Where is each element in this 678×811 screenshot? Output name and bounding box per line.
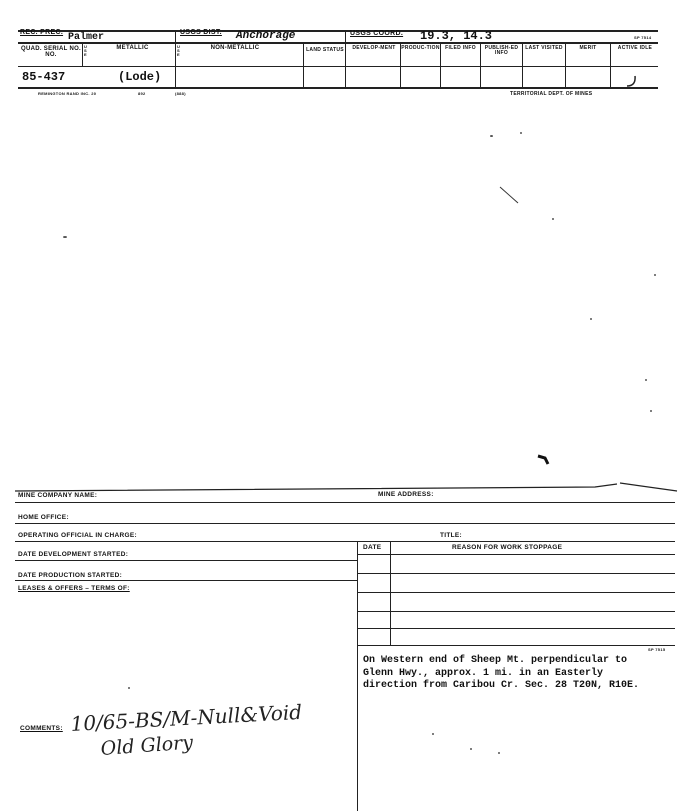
speck [654, 274, 656, 276]
rule [357, 611, 675, 612]
rule [15, 580, 357, 581]
usgs-coord-label: USGS COORD. [350, 30, 404, 37]
form-top-rule [15, 477, 678, 497]
rec-prec-label: REC. PREC. [20, 29, 64, 36]
divider [345, 30, 346, 88]
rule [15, 523, 675, 524]
comments-label: COMMENTS: [20, 725, 63, 732]
speck [498, 752, 500, 754]
speck [520, 132, 522, 134]
scan-mark [536, 452, 556, 466]
header-top-rule [18, 30, 658, 32]
col-metallic: METALLIC [116, 45, 149, 51]
col-production: PRODUC-TION [401, 45, 440, 51]
scan-mark [498, 185, 520, 207]
speck [552, 218, 554, 220]
col-use-2: USE [177, 44, 181, 57]
col-use: USE [84, 44, 88, 57]
comments-handwriting-line-1: 10/65-BS/M-Null&Void [70, 699, 303, 736]
home-office-label: HOME OFFICE: [18, 514, 69, 521]
speck [645, 379, 647, 381]
divider [303, 43, 304, 88]
comments-handwriting-line-2: Old Glory [100, 731, 194, 760]
col-active-idle: ACTIVE IDLE [617, 45, 653, 51]
title-label: TITLE: [440, 532, 463, 539]
rule [357, 645, 675, 646]
col-published-info: PUBLISH-ED INFO [484, 45, 519, 56]
col-non-metallic: NON-METALLIC [210, 45, 260, 51]
leases-offers-label: LEASES & OFFERS – TERMS OF: [18, 585, 130, 592]
mine-address-label: MINE ADDRESS: [378, 491, 434, 498]
footer-code-1: 892 [138, 91, 146, 96]
rule [15, 502, 675, 503]
date-production-label: DATE PRODUCTION STARTED: [18, 572, 123, 579]
header-bottom-rule [18, 87, 658, 89]
table-date-rule [390, 541, 391, 645]
speck [650, 410, 652, 412]
usgs-dist-value: Anchorage [236, 30, 296, 42]
speck [432, 733, 434, 735]
active-idle-mark [624, 74, 640, 88]
footer-dept: TERRITORIAL DEPT. OF MINES [510, 91, 593, 97]
speck [63, 236, 67, 238]
speck [490, 135, 493, 137]
location-note: On Western end of Sheep Mt. perpendicular to Glenn Hwy., approx. 1 mi. in an Easterly direction from Caribou Cr. Sec. 28 T20N, R10E. [363, 655, 640, 691]
form-code-bottom: SP 7515 [648, 647, 666, 652]
divider [610, 43, 611, 88]
rule [357, 573, 675, 574]
mine-company-name-label: MINE COMPANY NAME: [18, 492, 98, 499]
col-merit: MERIT [579, 45, 597, 51]
operating-official-label: OPERATING OFFICIAL IN CHARGE: [18, 532, 137, 539]
metallic-value: (Lode) [118, 70, 162, 84]
header-rule-3 [18, 66, 658, 67]
speck [470, 748, 472, 750]
rule [15, 560, 357, 561]
col-land-status: LAND STATUS [306, 47, 344, 53]
usgs-coord-value: 19.3, 14.3 [420, 29, 493, 43]
date-development-label: DATE DEVELOPMENT STARTED: [18, 551, 129, 558]
speck [128, 687, 130, 689]
date-column-header: DATE [363, 544, 382, 551]
form-code-top: SP 7514 [634, 35, 652, 40]
col-last-visited: LAST VISITED [525, 45, 563, 51]
divider [175, 30, 176, 88]
footer-code-2: (888) [175, 91, 186, 96]
table-left-rule [357, 541, 358, 811]
footer-printer: REMINGTON RAND INC. 20 [38, 91, 97, 96]
col-quad-serial: QUAD. SERIAL NO. NO. [20, 46, 82, 58]
serial-value: 85-437 [22, 70, 66, 84]
usgs-dist-label: USGS DIST. [180, 29, 222, 36]
header-rule-2 [18, 42, 658, 44]
divider [82, 43, 83, 67]
rule [357, 592, 675, 593]
rule [15, 541, 675, 542]
col-filed-info: FILED INFO [445, 45, 476, 51]
rule [357, 628, 675, 629]
rec-prec-value: Palmer [68, 32, 105, 43]
speck [590, 318, 592, 320]
rule [357, 554, 675, 555]
reason-column-header: REASON FOR WORK STOPPAGE [452, 544, 563, 551]
col-development: DEVELOP-MENT [352, 45, 396, 51]
